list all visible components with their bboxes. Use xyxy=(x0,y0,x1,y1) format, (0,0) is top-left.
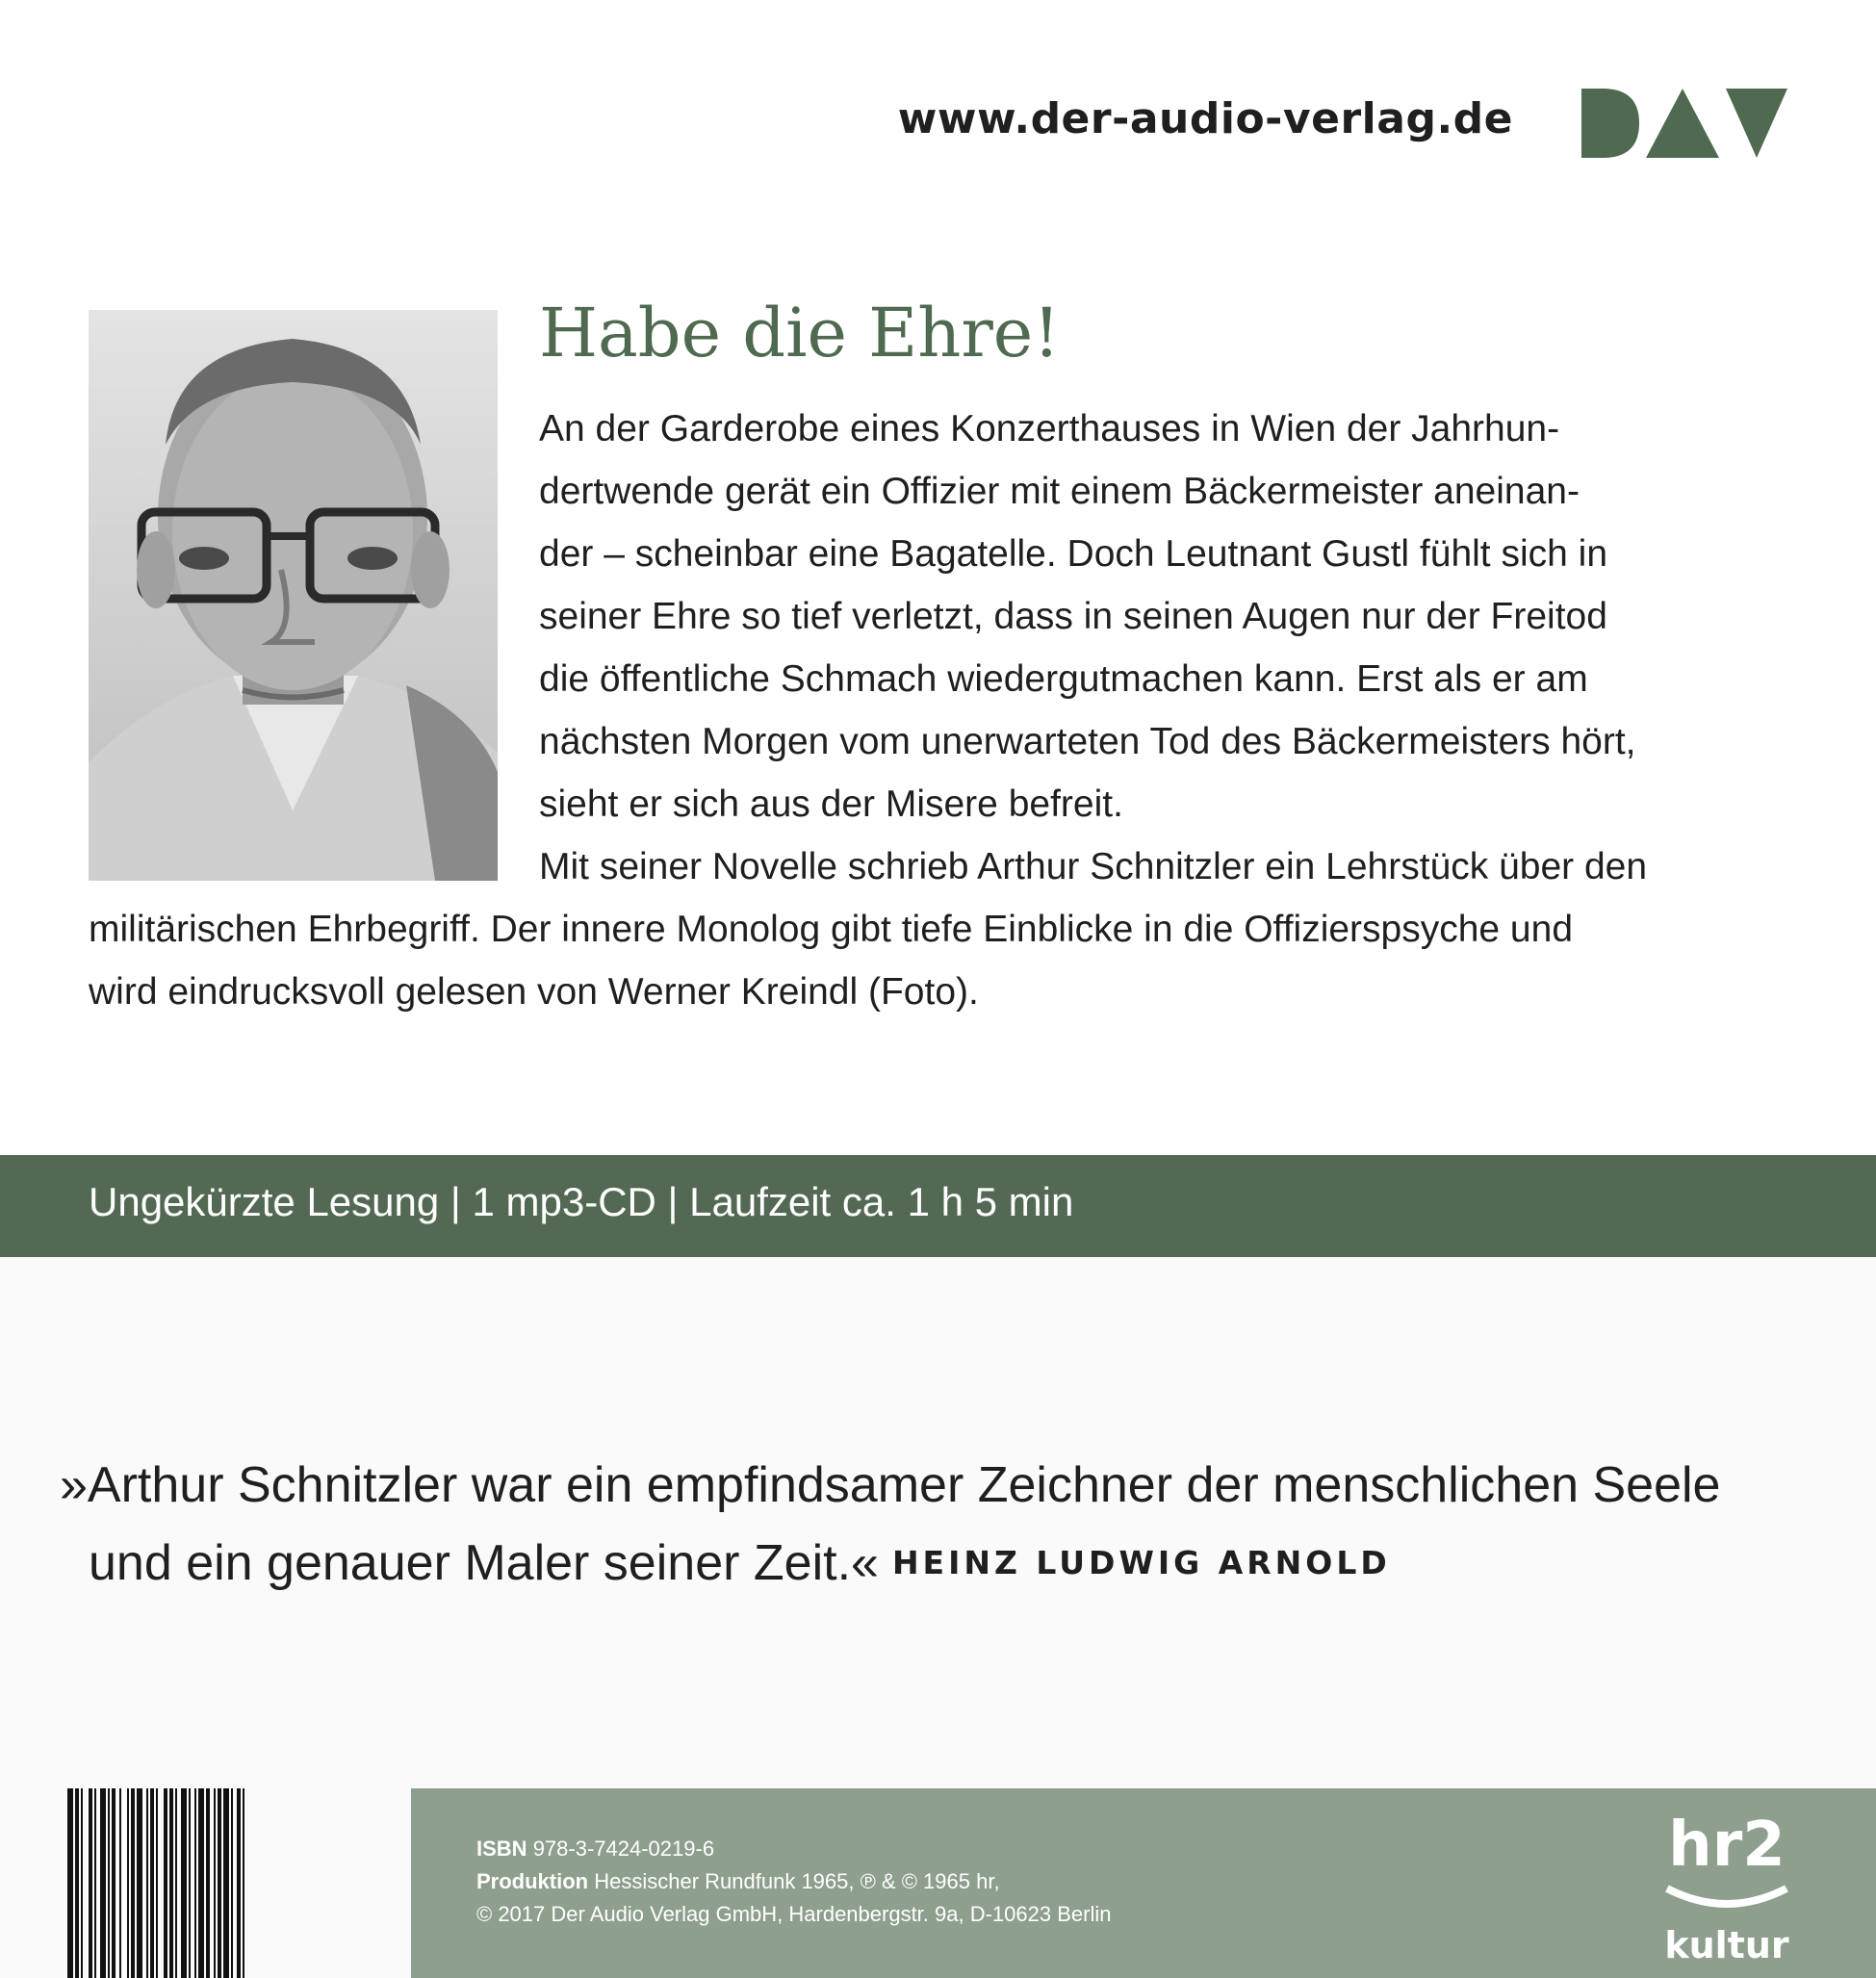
portrait-icon xyxy=(89,310,498,881)
production-label: Produktion xyxy=(476,1869,589,1893)
barcode-bar xyxy=(146,1788,148,1978)
edition-info-band xyxy=(0,1155,1876,1257)
description-line: der – scheinbar eine Bagatelle. Doch Leutnant Gustl fühlt sich in xyxy=(539,533,1608,575)
isbn-value: 978-3-7424-0219-6 xyxy=(532,1837,715,1861)
barcode-bar xyxy=(67,1788,73,1978)
barcode-bar xyxy=(223,1788,229,1978)
description-line: militärischen Ehrbegriff. Der innere Monolog gibt tiefe Einblicke in die Offizierspsyche und xyxy=(89,909,1574,950)
barcode-bar xyxy=(231,1788,233,1978)
barcode-bar xyxy=(156,1788,158,1978)
barcode-bar xyxy=(164,1788,167,1978)
barcode-bar xyxy=(237,1788,241,1978)
quote-line-2 xyxy=(89,1534,1391,1592)
quote-author: HEINZ LUDWIG ARNOLD xyxy=(891,1544,1391,1581)
barcode-bar xyxy=(189,1788,191,1978)
barcode-bar xyxy=(194,1788,196,1978)
barcode-bar xyxy=(218,1788,221,1978)
barcode-bar xyxy=(75,1788,79,1978)
legal-info-panel xyxy=(411,1788,1876,1978)
description-line: seiner Ehre so tief verletzt, dass in seinen Augen nur der Freitod xyxy=(539,596,1607,637)
barcode-bar xyxy=(214,1788,216,1978)
barcode-bar xyxy=(181,1788,187,1978)
barcode-bar xyxy=(243,1788,244,1978)
copyright-line: © 2017 Der Audio Verlag GmbH, Hardenbergstr. 9a, D-10623 Berlin xyxy=(476,1902,1112,1926)
barcode-bar xyxy=(94,1788,96,1978)
description-line: wird eindrucksvoll gelesen von Werner Kreindl (Foto). xyxy=(89,971,979,1013)
barcode-bar xyxy=(206,1788,210,1978)
barcode-bar xyxy=(150,1788,154,1978)
description-line: An der Garderobe eines Konzerthauses in Wien der Jahrhun- xyxy=(539,408,1560,450)
barcode-bar xyxy=(131,1788,135,1978)
description-line: dertwende gerät ein Offizier mit einem Bäckermeister aneinan- xyxy=(539,471,1580,512)
kultur-logo-text: kultur xyxy=(1664,1924,1789,1966)
description-line: sieht er sich aus der Misere befreit. xyxy=(539,783,1123,825)
barcode-bar xyxy=(137,1788,142,1978)
description-line: nächsten Morgen vom unerwarteten Tod des Bäckermeisters hört, xyxy=(539,721,1636,762)
barcode-icon xyxy=(67,1788,329,1978)
production-value: Hessischer Rundfunk 1965, ℗ & © 1965 hr, xyxy=(594,1869,1000,1893)
book-headline: Habe die Ehre! xyxy=(539,294,1061,372)
isbn-line xyxy=(476,1837,714,1862)
barcode-bar xyxy=(198,1788,204,1978)
description-line: Mit seiner Novelle schrieb Arthur Schnitzler ein Lehrstück über den xyxy=(539,846,1648,887)
barcode-bar xyxy=(81,1788,83,1978)
narrator-portrait-photo xyxy=(89,310,498,881)
production-line xyxy=(476,1869,1000,1894)
barcode-bar xyxy=(175,1788,177,1978)
isbn-label: ISBN xyxy=(476,1837,527,1861)
barcode-bar xyxy=(119,1788,121,1978)
publisher-url[interactable]: www.der-audio-verlag.de xyxy=(897,94,1513,143)
barcode-bar xyxy=(169,1788,173,1978)
quote-line-2-text: und ein genauer Maler seiner Zeit.« xyxy=(89,1535,879,1591)
barcode-bar xyxy=(127,1788,129,1978)
barcode-bar xyxy=(100,1788,106,1978)
barcode-bar xyxy=(108,1788,110,1978)
description-line: die öffentliche Schmach wiedergutmachen kann. Erst als er am xyxy=(539,658,1588,700)
hr2-kultur-logo xyxy=(1659,1806,1794,1969)
edition-info-text: Ungekürzte Lesung | 1 mp3-CD | Laufzeit ca. 1 h 5 min xyxy=(89,1179,1074,1224)
barcode-bar xyxy=(112,1788,116,1978)
barcode-bar xyxy=(89,1788,92,1978)
dav-logo xyxy=(1581,89,1787,158)
hr2-logo-text: hr2 xyxy=(1668,1810,1786,1881)
quote-line-1: »Arthur Schnitzler war ein empfindsamer Zeichner der menschlichen Seele xyxy=(60,1457,1721,1513)
